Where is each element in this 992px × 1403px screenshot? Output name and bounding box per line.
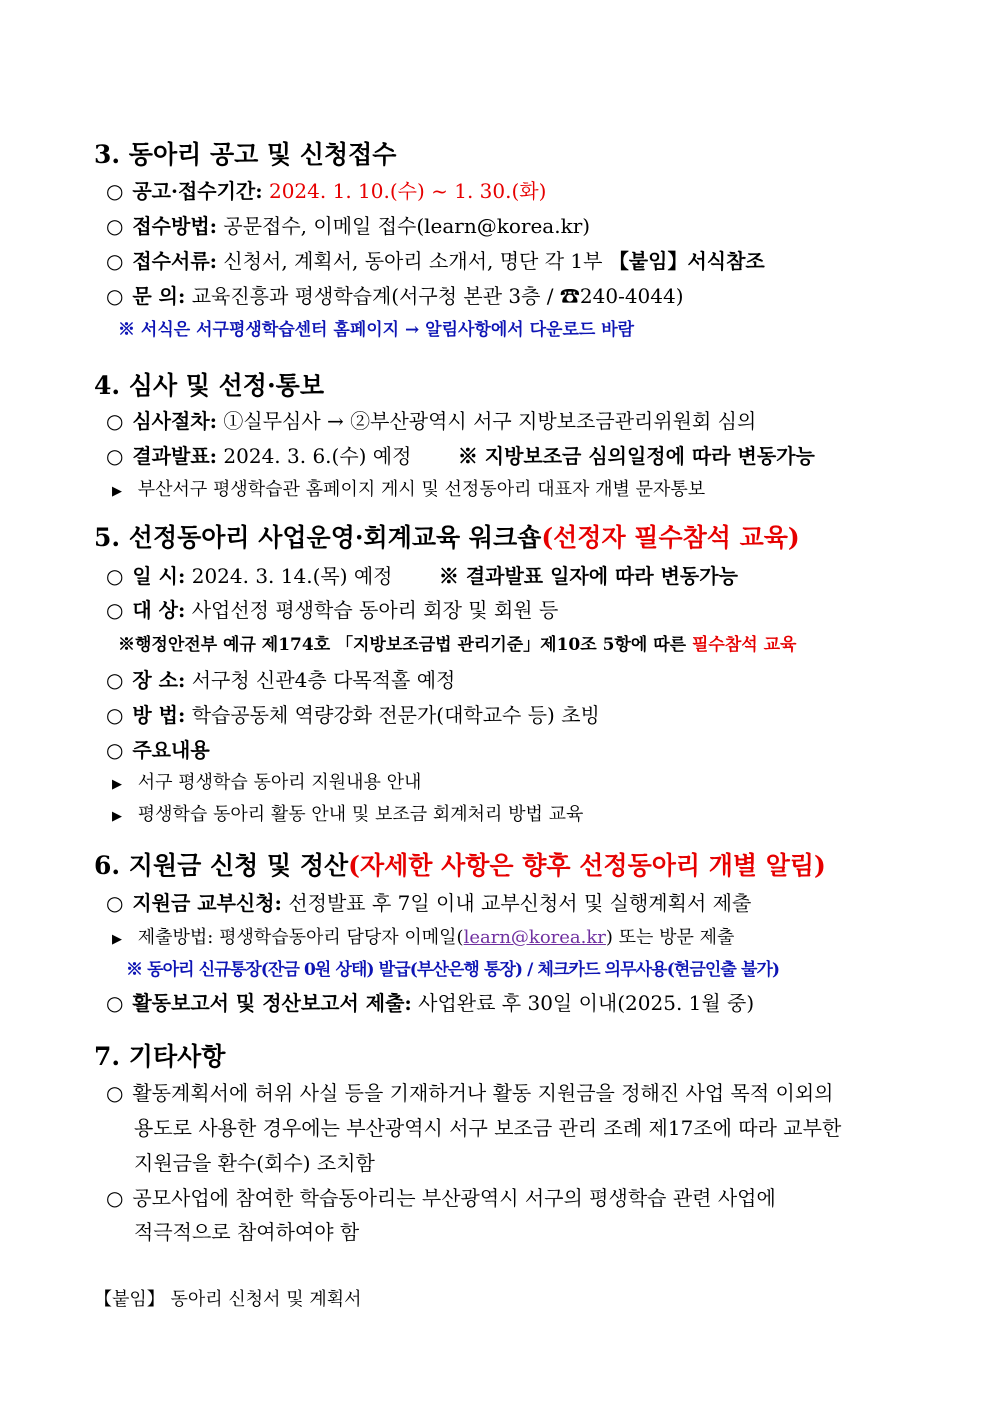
bank-note: ※ 동아리 신규통장(잔금 0원 상태) 발급(부산은행 통장) / 체크카드 의무사용(현금인출 불가) bbox=[126, 960, 780, 980]
circle-bullet-icon: ○ bbox=[106, 179, 124, 203]
date-row bbox=[106, 566, 738, 586]
circle-bullet-icon: ○ bbox=[106, 703, 124, 727]
report-value: 사업완료 후 30일 이내(2025. 1월 중) bbox=[418, 991, 755, 1015]
triangle-bullet-icon: ▶ bbox=[112, 777, 122, 792]
content-bullet-2-text: 평생학습 동아리 활동 안내 및 보조금 회계처리 방법 교육 bbox=[137, 804, 584, 825]
result-label: 결과발표: bbox=[132, 444, 218, 468]
inquiry-value: 교육진흥과 평생학습계(서구청 본관 3층 / ☎240-4044) bbox=[191, 284, 684, 308]
method-label: 접수방법: bbox=[132, 214, 218, 238]
date-note: ※ 결과발표 일자에 따라 변동가능 bbox=[438, 564, 738, 588]
result-value: 2024. 3. 6.(수) 예정 bbox=[223, 444, 412, 468]
target-row bbox=[106, 600, 558, 620]
result-note: ※ 지방보조금 심의일정에 따라 변동가능 bbox=[457, 444, 815, 468]
period-row bbox=[106, 181, 546, 201]
content-row bbox=[106, 740, 210, 760]
misc-item-2-line-2: 적극적으로 참여하여야 함 bbox=[134, 1220, 360, 1244]
method-row bbox=[106, 216, 590, 236]
misc-item-1-line-2: 용도로 사용한 경우에는 부산광역시 서구 보조금 관리 조례 제17조에 따라 교부한 bbox=[134, 1116, 842, 1140]
notice-bullet bbox=[112, 481, 705, 499]
way-label: 방 법: bbox=[132, 703, 186, 727]
section-4-title: 4. 심사 및 선정·통보 bbox=[94, 371, 324, 400]
docs-label: 접수서류: bbox=[132, 249, 218, 273]
misc-item-1-line-3: 지원금을 환수(회수) 조치함 bbox=[134, 1151, 375, 1175]
place-value: 서구청 신관4층 다목적홀 예정 bbox=[191, 668, 456, 692]
circle-bullet-icon: ○ bbox=[106, 738, 124, 762]
law-note-text: ※행정안전부 예규 제174호 「지방보조금법 관리기준」제10조 5항에 따른 bbox=[118, 635, 687, 655]
circle-bullet-icon: ○ bbox=[106, 409, 124, 433]
form-download-note: ※ 서식은 서구평생학습센터 홈페이지 → 알림사항에서 다운로드 바람 bbox=[118, 320, 635, 340]
section-6-title-text: 6. 지원금 신청 및 정산 bbox=[94, 851, 349, 880]
content-bullet-2 bbox=[112, 806, 583, 824]
triangle-bullet-icon: ▶ bbox=[112, 932, 122, 947]
process-label: 심사절차: bbox=[132, 409, 218, 433]
circle-bullet-icon: ○ bbox=[106, 598, 124, 622]
circle-bullet-icon: ○ bbox=[106, 1081, 124, 1105]
law-note-red: 필수참석 교육 bbox=[691, 635, 797, 655]
law-note bbox=[118, 637, 796, 654]
apply-label: 지원금 교부신청: bbox=[132, 891, 282, 915]
attachment-note: 【붙임】 동아리 신청서 및 계획서 bbox=[94, 1289, 362, 1310]
report-label: 활동보고서 및 정산보고서 제출: bbox=[132, 991, 412, 1015]
misc-item-2-text-1: 공모사업에 참여한 학습동아리는 부산광역시 서구의 평생학습 관련 사업에 bbox=[132, 1186, 776, 1210]
circle-bullet-icon: ○ bbox=[106, 1186, 124, 1210]
circle-bullet-icon: ○ bbox=[106, 668, 124, 692]
docs-ref: 【붙임】서식참조 bbox=[608, 249, 765, 273]
place-row bbox=[106, 670, 455, 690]
circle-bullet-icon: ○ bbox=[106, 991, 124, 1015]
process-row bbox=[106, 411, 756, 431]
apply-row bbox=[106, 893, 751, 913]
submit-bullet bbox=[112, 929, 734, 947]
inquiry-label: 문 의: bbox=[132, 284, 186, 308]
period-value: 2024. 1. 10.(수) ~ 1. 30.(화) bbox=[268, 179, 547, 203]
period-label: 공고·접수기간: bbox=[132, 179, 263, 203]
section-5-title bbox=[94, 525, 800, 550]
result-row bbox=[106, 446, 815, 466]
target-label: 대 상: bbox=[132, 598, 186, 622]
triangle-bullet-icon: ▶ bbox=[112, 484, 122, 499]
report-row bbox=[106, 993, 754, 1013]
inquiry-row bbox=[106, 286, 684, 306]
way-row bbox=[106, 705, 600, 725]
method-value: 공문접수, 이메일 접수(learn@korea.kr) bbox=[223, 214, 591, 238]
submit-prefix: 제출방법: 평생학습동아리 담당자 이메일( bbox=[137, 927, 464, 948]
circle-bullet-icon: ○ bbox=[106, 891, 124, 915]
section-3-title: 3. 동아리 공고 및 신청접수 bbox=[94, 140, 397, 169]
way-value: 학습공동체 역량강화 전문가(대학교수 등) 초빙 bbox=[191, 703, 600, 727]
circle-bullet-icon: ○ bbox=[106, 214, 124, 238]
place-label: 장 소: bbox=[132, 668, 186, 692]
docs-value: 신청서, 계획서, 동아리 소개서, 명단 각 1부 bbox=[223, 249, 603, 273]
docs-row bbox=[106, 251, 765, 271]
content-bullet-1 bbox=[112, 774, 421, 792]
notice-bullet-text: 부산서구 평생학습관 홈페이지 게시 및 선정동아리 대표자 개별 문자통보 bbox=[137, 479, 706, 500]
content-bullet-1-text: 서구 평생학습 동아리 지원내용 안내 bbox=[137, 772, 422, 793]
process-value: ①실무심사 → ②부산광역시 서구 지방보조금관리위원회 심의 bbox=[223, 409, 757, 433]
content-label: 주요내용 bbox=[132, 738, 210, 762]
section-5-title-text: 5. 선정동아리 사업운영·회계교육 워크숍 bbox=[94, 523, 542, 552]
target-value: 사업선정 평생학습 동아리 회장 및 회원 등 bbox=[191, 598, 559, 622]
apply-value: 선정발표 후 7일 이내 교부신청서 및 실행계획서 제출 bbox=[288, 891, 752, 915]
section-5-title-red: (선정자 필수참석 교육) bbox=[541, 523, 800, 552]
misc-item-1-text-1: 활동계획서에 허위 사실 등을 기재하거나 활동 지원금을 정해진 사업 목적 이외의 bbox=[132, 1081, 834, 1105]
triangle-bullet-icon: ▶ bbox=[112, 809, 122, 824]
section-7-title: 7. 기타사항 bbox=[94, 1042, 226, 1071]
section-6-title-red: (자세한 사항은 향후 선정동아리 개별 알림) bbox=[348, 851, 826, 880]
circle-bullet-icon: ○ bbox=[106, 284, 124, 308]
date-label: 일 시: bbox=[132, 564, 186, 588]
submit-email-link[interactable]: learn@korea.kr bbox=[463, 927, 606, 948]
section-6-title bbox=[94, 853, 826, 878]
submit-suffix: ) 또는 방문 제출 bbox=[605, 927, 735, 948]
circle-bullet-icon: ○ bbox=[106, 444, 124, 468]
date-value: 2024. 3. 14.(목) 예정 bbox=[191, 564, 393, 588]
misc-item-2-line-1 bbox=[106, 1188, 776, 1208]
misc-item-1-line-1 bbox=[106, 1083, 834, 1103]
circle-bullet-icon: ○ bbox=[106, 249, 124, 273]
circle-bullet-icon: ○ bbox=[106, 564, 124, 588]
